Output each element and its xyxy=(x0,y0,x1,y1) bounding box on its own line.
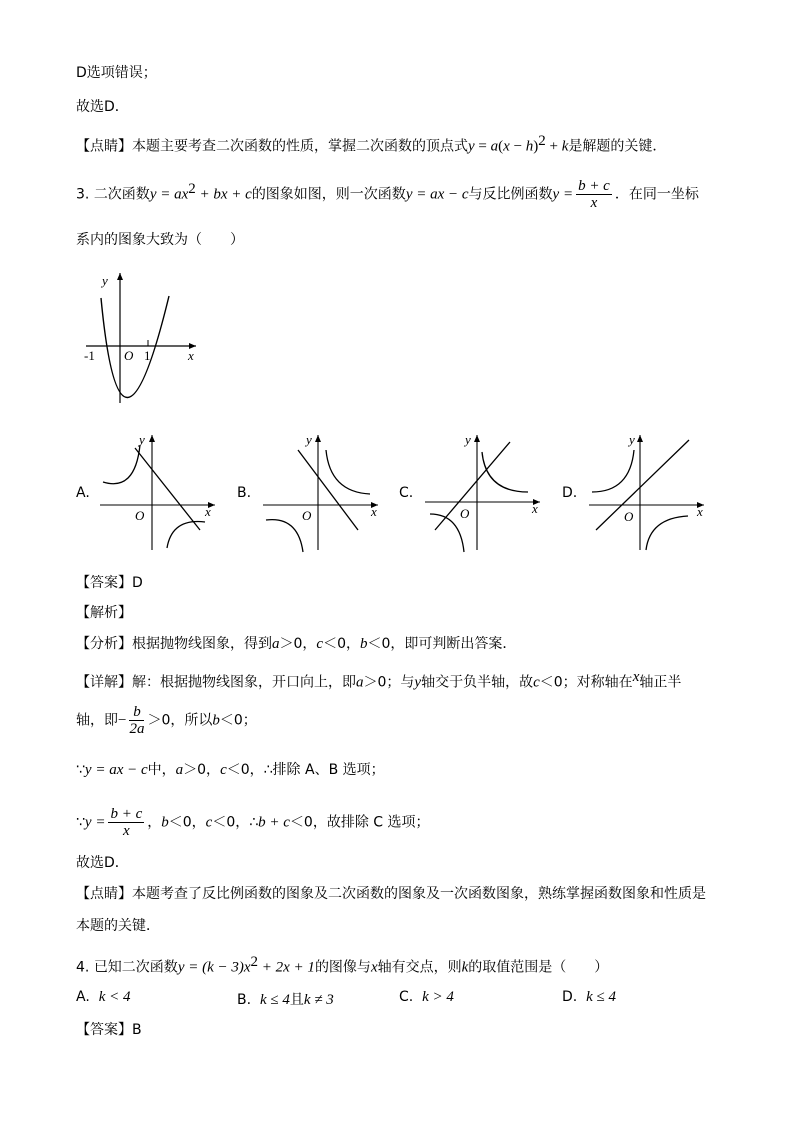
fenxi-lt0: ＜0， xyxy=(323,636,361,652)
note-line-1: 【点睛】本题主要考查二次函数的性质，掌握二次函数的顶点式$y = a(x - h)^2 + k$是解题的关键． xyxy=(76,133,667,155)
q4-number: 4. xyxy=(76,959,90,976)
q3-answer xyxy=(76,573,143,593)
line-d-wrong: D选项错误； xyxy=(76,65,157,81)
formula-sq: 2 xyxy=(538,133,546,149)
option-d-label[interactable]: D. xyxy=(562,485,578,501)
q4-option-b-label: B. xyxy=(237,992,252,1008)
q4-option-b[interactable] xyxy=(237,989,334,1009)
q4-t3: 轴有交点，则 xyxy=(377,959,462,976)
answer-tag: 【答案】 xyxy=(76,575,132,591)
because2-t2: ＜0， xyxy=(168,814,206,831)
q3-formula-3-y: y = xyxy=(552,186,574,203)
q4-option-b-value-1: k ≤ 4 xyxy=(259,992,290,1008)
formula-y: y xyxy=(468,138,475,155)
q4-k: k xyxy=(461,959,469,976)
fenxi-tag: 【分析】 xyxy=(76,636,132,652)
option-d-line xyxy=(596,440,689,530)
option-a-x-label: x xyxy=(205,504,211,519)
option-d-x-label: x xyxy=(697,504,703,519)
xiangjie-frac-num: b xyxy=(129,704,144,721)
because1-formula: y = ax − c xyxy=(84,762,148,778)
xiangjie-fraction xyxy=(129,704,144,737)
formula-k: k xyxy=(561,138,569,155)
because1-t1: 中， xyxy=(147,762,176,778)
because1-t2: ＞0， xyxy=(183,762,221,778)
formula-minus: − xyxy=(509,138,526,155)
q3-formula-1: y = ax xyxy=(149,186,189,203)
option-c-hyperbola-1 xyxy=(482,452,528,492)
note2-line-1 xyxy=(76,884,706,904)
option-b-hyperbola-1 xyxy=(326,450,370,494)
option-a-hyperbola-1 xyxy=(103,445,140,484)
formula-a: a xyxy=(490,138,499,155)
because2-bc: b + c xyxy=(258,814,290,831)
formula-eq: = xyxy=(474,138,491,155)
q4-option-a-value: k < 4 xyxy=(98,989,131,1005)
option-b-label[interactable]: B. xyxy=(237,485,252,501)
because2-frac-num: b + c xyxy=(110,806,143,822)
xiangjie-tag: 【详解】 xyxy=(76,674,132,691)
q4-t2: 的图像与 xyxy=(314,959,371,976)
option-d-hyperbola-2 xyxy=(646,516,688,550)
xiangjie-l2b: ＞0，所以 xyxy=(147,712,213,729)
q4-option-d-value: k ≤ 4 xyxy=(586,989,617,1005)
fenxi-a: a xyxy=(272,636,280,652)
q3-xiangjie-1 xyxy=(76,667,681,693)
option-d-graph[interactable] xyxy=(584,430,709,555)
option-c-graph[interactable] xyxy=(420,430,545,555)
xiangjie-frac-den: 2a xyxy=(129,721,145,737)
q3-xiangjie-2 xyxy=(76,704,257,737)
q4-formula-2: + 2x + 1 xyxy=(258,959,315,976)
q3-number: 3. xyxy=(76,186,90,203)
option-c-hyperbola-2 xyxy=(430,514,464,552)
because2-c: c xyxy=(205,814,213,831)
because-sym-2: ∵ xyxy=(76,814,85,831)
fig-origin-label: O xyxy=(124,348,134,363)
q3-formula-1-sq: 2 xyxy=(188,180,196,197)
q4-answer-tag: 【答案】 xyxy=(76,1022,132,1038)
option-c-origin: O xyxy=(460,506,470,521)
xiangjie-l2c: ＜0； xyxy=(219,712,257,729)
fenxi-c: c xyxy=(316,636,324,652)
because1-a: a xyxy=(175,762,184,778)
q3-formula-2: y = ax − c xyxy=(405,186,469,203)
because2-fy: y = xyxy=(84,814,106,831)
q3-text-1: 二次函数 xyxy=(93,186,150,203)
fig-neg1-label: -1 xyxy=(84,348,95,363)
q3-text-2: 的图象如图，则一次函数 xyxy=(251,186,406,203)
q4-option-b-mid: 且 xyxy=(289,992,304,1008)
xiangjie-l2a: 轴，即 xyxy=(76,712,118,729)
option-c-line xyxy=(435,442,510,530)
q4-option-a-label: A. xyxy=(76,989,90,1005)
option-c-y-label: y xyxy=(465,432,471,447)
answer-value: D xyxy=(132,575,143,591)
xiangjie-c: c xyxy=(533,674,540,691)
option-d-origin: O xyxy=(624,509,634,524)
fig-one-label: 1 xyxy=(144,348,151,363)
xiangjie-t1: 解：根据抛物线图象，开口向上，即 xyxy=(132,674,356,691)
option-a-origin: O xyxy=(135,508,145,523)
parabola-curve xyxy=(101,296,169,398)
because1-t3: ＜0，∴排除 A、B 选项； xyxy=(226,762,385,778)
q4-option-c-label: C. xyxy=(399,989,414,1005)
line-choose-d: 故选D． xyxy=(76,99,129,115)
option-a-y-label: y xyxy=(139,432,145,447)
option-b-y-label: y xyxy=(306,432,312,447)
q4-x: x xyxy=(370,959,378,976)
q3-line-2: 系内的图象大致为（ ） xyxy=(76,232,244,248)
fenxi-text: 根据抛物线图象，得到 xyxy=(132,636,272,652)
q4-answer xyxy=(76,1020,142,1040)
because2-frac-den: x xyxy=(123,823,130,839)
q4-option-d-label: D. xyxy=(562,989,578,1005)
option-a-line xyxy=(135,448,200,530)
q4-option-b-value-2: k ≠ 3 xyxy=(303,992,334,1008)
q4-option-c[interactable] xyxy=(399,989,454,1006)
xiangjie-gt: ＞0；与 xyxy=(363,674,415,691)
fig-y-label: y xyxy=(102,273,108,288)
option-b-hyperbola-2 xyxy=(266,520,303,552)
xiangjie-minus: − xyxy=(118,712,127,729)
q4-answer-value: B xyxy=(132,1022,142,1038)
note2-l1: 本题考查了反比例函数的图象及二次函数的图象及一次函数图象，熟练掌握函数图象和性质是 xyxy=(132,886,706,902)
option-b-x-label: x xyxy=(371,504,377,519)
note-post: 是解题的关键． xyxy=(568,138,667,155)
because2-fraction xyxy=(108,806,144,839)
note-text: 本题主要考查二次函数的性质，掌握二次函数的顶点式 xyxy=(132,138,468,155)
q4-option-d[interactable] xyxy=(562,989,616,1006)
option-b-graph[interactable] xyxy=(258,430,383,555)
q4-sq: 2 xyxy=(250,954,259,970)
q4-t1: 已知二次函数 xyxy=(93,959,178,976)
option-a-graph[interactable] xyxy=(95,430,220,555)
xiangjie-b: b xyxy=(212,712,220,729)
parabola-figure xyxy=(78,268,208,408)
xiangjie-t2: 轴交于负半轴，故 xyxy=(421,674,534,691)
formula-plus: + xyxy=(545,138,562,155)
q3-line-1 xyxy=(76,178,699,211)
because1-c: c xyxy=(220,762,227,778)
option-a-hyperbola-2 xyxy=(167,522,205,548)
note2-line-2: 本题的关键． xyxy=(76,918,160,934)
q3-fraction xyxy=(576,178,612,211)
option-d-hyperbola-1 xyxy=(592,450,634,492)
because2-t3: ＜0，∴ xyxy=(212,814,259,831)
because-2 xyxy=(76,806,430,839)
q4-formula: y = (k − 3)x xyxy=(177,959,251,976)
q3-jiexi: 【解析】 xyxy=(76,605,132,621)
q3-text-3: 与反比例函数 xyxy=(468,186,553,203)
because-1 xyxy=(76,760,385,780)
option-a-label[interactable]: A. xyxy=(76,485,90,501)
q3-text-4: ．在同一坐标 xyxy=(614,186,699,203)
note2-tag: 【点睛】 xyxy=(76,886,132,902)
xiangjie-y: y xyxy=(414,674,422,691)
because2-b: b xyxy=(161,814,169,831)
formula-x: x xyxy=(503,138,510,155)
fenxi-b: b xyxy=(360,636,368,652)
xiangjie-t3: 轴正半 xyxy=(639,674,682,691)
q4-t4: 的取值范围是（ ） xyxy=(468,959,609,976)
fenxi-gt0: ＞0， xyxy=(279,636,317,652)
option-d-y-label: y xyxy=(629,432,635,447)
xiangjie-x: x xyxy=(632,669,640,685)
q4-option-a[interactable] xyxy=(76,989,130,1006)
formula-h: h xyxy=(525,138,534,155)
q4-line xyxy=(76,952,608,978)
fenxi-end: ＜0，即可判断出答案． xyxy=(367,636,517,652)
q3-fraction-num: b + c xyxy=(578,178,610,194)
xiangjie-lt: ＜0；对称轴在 xyxy=(539,674,633,691)
because2-t1: ， xyxy=(147,814,162,831)
note-tag: 【点睛】 xyxy=(76,138,132,155)
fig-x-label: x xyxy=(188,348,194,363)
option-c-label[interactable]: C. xyxy=(399,485,414,501)
option-b-origin: O xyxy=(302,508,312,523)
q3-fenxi xyxy=(76,634,516,654)
because-sym-1: ∵ xyxy=(76,762,85,778)
because2-t4: ＜0，故排除 C 选项； xyxy=(289,814,430,831)
line-choose-d-2: 故选D． xyxy=(76,855,129,871)
q4-option-c-value: k > 4 xyxy=(422,989,454,1005)
q3-formula-1-rest: + bx + c xyxy=(195,186,252,203)
option-c-x-label: x xyxy=(532,501,538,516)
xiangjie-a: a xyxy=(356,674,364,691)
q3-fraction-den: x xyxy=(590,195,598,211)
